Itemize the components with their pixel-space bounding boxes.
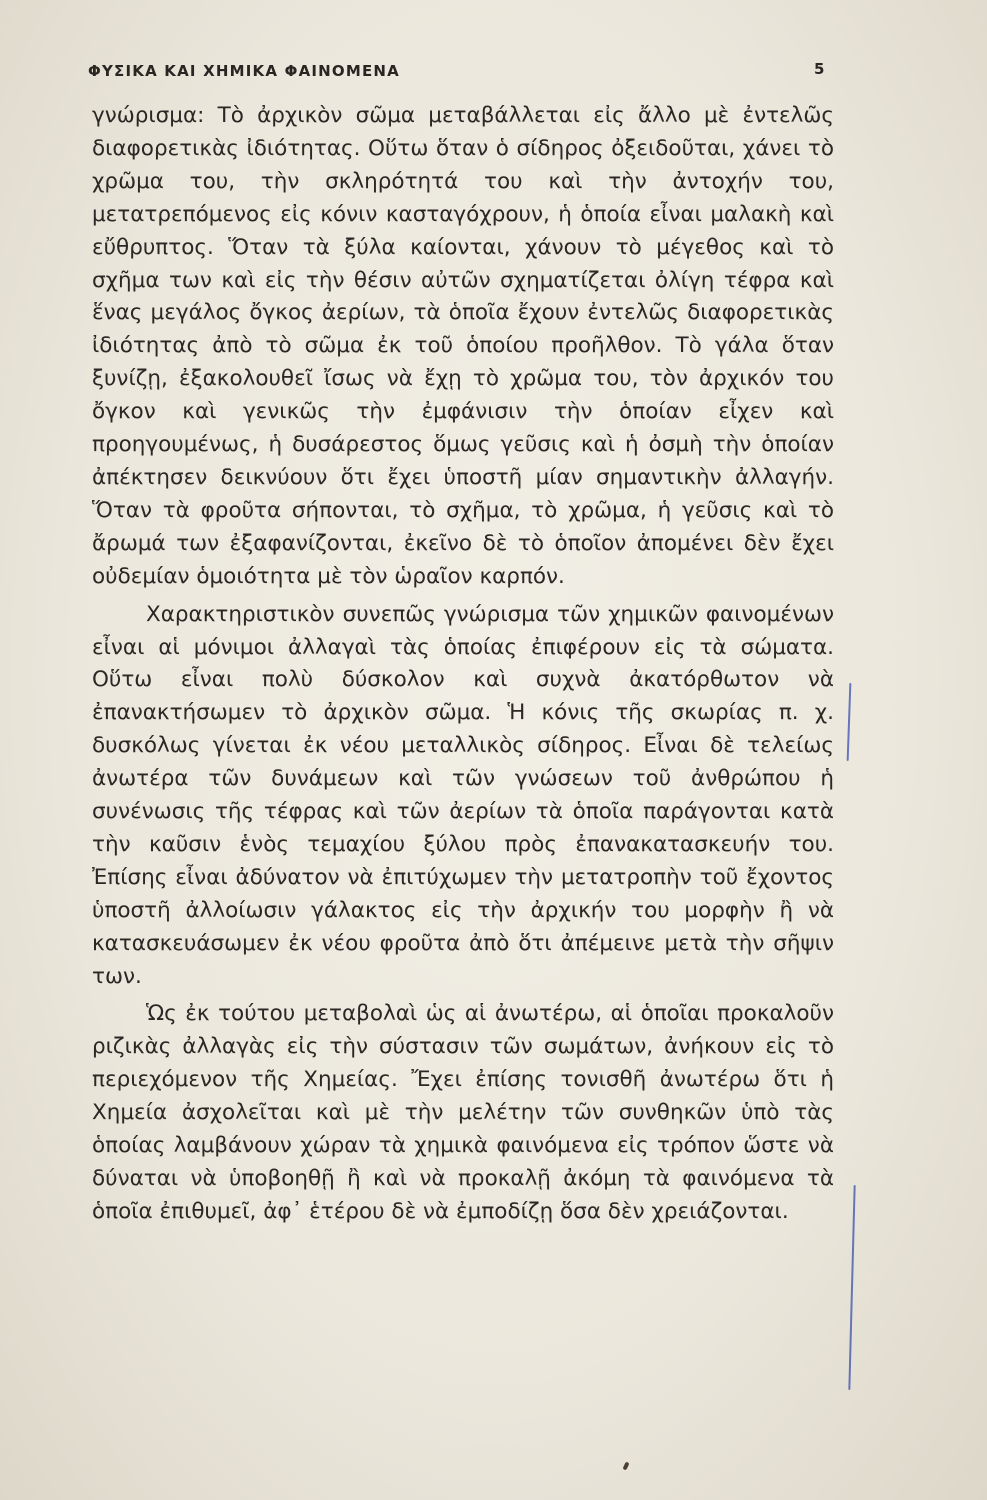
paragraph-2: Χαρακτηριστικὸν συνεπῶς γνώρισμα τῶν χημικῶν φαινομένων εἶναι αἱ μόνιμοι ἀλλαγαὶ τὰς ὁποίας ἐπιφέρουν εἰς τὰ σώματα. Οὕτω εἶναι πολὺ δύσκολον καὶ συχνὰ ἀκατόρθωτον νὰ ἐπανακτήσωμεν τὸ ἀρχικὸν σῶμα. Ἡ κόνις τῆς σκωρίας π. χ. δυσκόλως γίνεται ἐκ νέου μεταλλικὸς σίδηρος. Εἶναι δὲ τελείως ἀνωτέρα τῶν δυνάμεων καὶ τῶν γνώσεων τοῦ ἀνθρώπου ἡ συνένωσις τῆς τέφρας καὶ τῶν ἀερίων τὰ ὁποῖα παράγονται κατὰ τὴν καῦσιν ἑνὸς τεμαχίου ξύλου πρὸς ἐπανακατασκευήν του. Ἐπίσης εἶναι ἀδύνατον νὰ ἐπιτύχωμεν τὴν μετατροπὴν τοῦ ἔχοντος ὑποστῆ ἀλλοίωσιν γάλακτος εἰς τὴν ἀρχικήν του μορφὴν ἢ νὰ κατασκευάσωμεν ἐκ νέου φροῦτα ἀπὸ ὅτι ἀπέμεινε μετὰ τὴν σῆψιν των. <box>92 601 834 989</box>
paragraph-3: Ὡς ἐκ τούτου μεταβολαὶ ὡς αἱ ἀνωτέρω, αἱ ὁποῖαι προκαλοῦν ριζικὰς ἀλλαγὰς εἰς τὴν σύστασιν τῶν σωμάτων, ἀνήκουν εἰς τὸ περιεχόμενον τῆς Χημείας. Ἔχει ἐπίσης τονισθῆ ἀνωτέρω ὅτι ἡ Χημεία ἀσχολεῖται καὶ μὲ τὴν μελέτην τῶν συνθηκῶν ὑπὸ τὰς ὁποίας λαμβάνουν χώραν τὰ χημικὰ φαινόμενα εἰς τρόπον ὥστε νὰ δύναται νὰ ὑποβοηθῇ ἢ καὶ νὰ προκαλῇ ἀκόμη τὰ φαινόμενα τὰ ὁποῖα ἐπιθυμεῖ, ἀφ᾽ ἑτέρου δὲ νὰ ἐμποδίζῃ ὅσα δὲν χρειάζονται. <box>92 1001 834 1224</box>
main-text <box>92 100 834 1229</box>
margin-pen-mark <box>848 1185 855 1390</box>
page-number: 5 <box>814 60 825 78</box>
running-title: ΦΥΣΙΚΑ ΚΑΙ ΧΗΜΙΚΑ ΦΑΙΝΟΜΕΝΑ <box>88 62 400 80</box>
paragraph-1: γνώρισμα: Τὸ ἀρχικὸν σῶμα μεταβάλλεται εἰς ἄλλο μὲ ἐντελῶς διαφορετικὰς ἰδιότητας. Οὕτω ὅταν ὁ σίδηρος ὀξειδοῦται, χάνει τὸ χρῶμα του, τὴν σκληρότητά του καὶ τὴν ἀντοχήν του, μετατρεπόμενος εἰς κόνιν κασταγόχρουν, ἡ ὁποία εἶναι μαλακὴ καὶ εὔθρυπτος. Ὅταν τὰ ξύλα καίονται, χάνουν τὸ μέγεθος καὶ τὸ σχῆμα των καὶ εἰς τὴν θέσιν αὐτῶν σχηματίζεται ὀλίγη τέφρα καὶ ἕνας μεγάλος ὄγκος ἀερίων, τὰ ὁποῖα ἔχουν ἐντελῶς διαφορετικὰς ἰδιότητας ἀπὸ τὸ σῶμα ἐκ τοῦ ὁποίου προῆλθον. Τὸ γάλα ὅταν ξυνίζῃ, ἐξακολουθεῖ ἴσως νὰ ἔχῃ τὸ χρῶμα του, τὸν ἀρχικόν του ὄγκον καὶ γενικῶς τὴν ἐμφάνισιν τὴν ὁποίαν εἶχεν καὶ προηγουμένως, ἡ δυσάρεστος ὅμως γεῦσις καὶ ἡ ὀσμὴ τὴν ὁποίαν ἀπέκτησεν δεικνύουν ὅτι ἔχει ὑποστῆ μίαν σημαντικὴν ἀλλαγήν. Ὅταν τὰ φροῦτα σήπονται, τὸ σχῆμα, τὸ χρῶμα, ἡ γεῦσις καὶ τὸ ἄρωμά των ἐξαφανίζονται, ἐκεῖνο δὲ τὸ ὁποῖον ἀπομένει δὲν ἔχει οὐδεμίαν ὁμοιότητα μὲ τὸν ὡραῖον καρπόν. <box>92 103 834 589</box>
margin-pen-mark <box>847 683 852 761</box>
ink-speck <box>622 1462 629 1471</box>
